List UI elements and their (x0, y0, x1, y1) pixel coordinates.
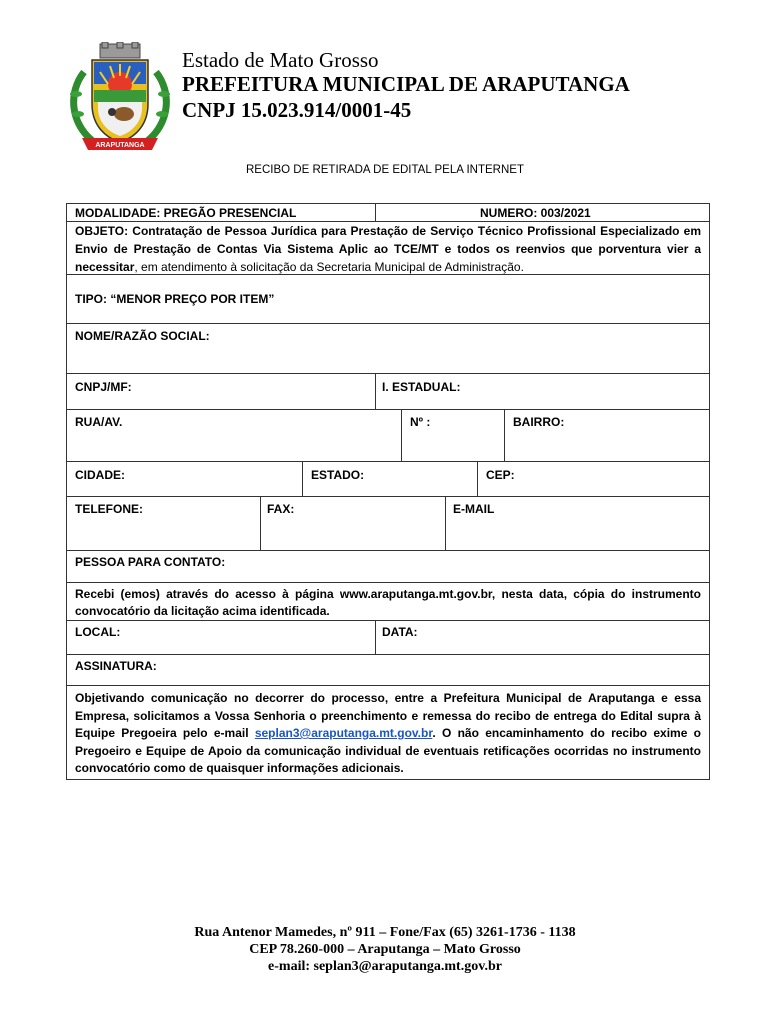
assinatura-field-label: ASSINATURA: (75, 659, 157, 673)
document-title: RECIBO DE RETIRADA DE EDITAL PELA INTERNET (246, 164, 524, 176)
cidade-field-label: CIDADE: (75, 468, 125, 482)
recebi-statement: Recebi (emos) através do acesso à página www.araputanga.mt.gov.br, nesta data, cópia do instrumento convocatório da licitação acima identificada. (75, 587, 701, 618)
objeto-text (75, 222, 701, 276)
fax-field-label: FAX: (267, 502, 295, 516)
notice-text-2: . O não encaminhamento do recibo exime o Pregoeiro e Equipe de Apoio da comunicação individual de eventuais retificações ocorridas no instrumento convocatório como de quaisquer informações adicionais. (75, 726, 702, 775)
footer-line-1: Rua Antenor Mamedes, nº 911 – Fone/Fax (65) 3261-1736 - 1138 (194, 925, 576, 940)
header-cnpj: CNPJ 15.023.914/0001-45 (182, 98, 412, 122)
nome-field-label: NOME/RAZÃO SOCIAL: (75, 329, 210, 343)
notice-email-link[interactable]: seplan3@araputanga.mt.gov.br (254, 726, 433, 740)
telefone-field-label: TELEFONE: (75, 502, 143, 516)
modalidade-label: MODALIDADE: PREGÃO PRESENCIAL (75, 206, 297, 220)
receipt-form (66, 203, 710, 780)
objeto-rest: , em atendimento à solicitação da Secretaria Municipal de Administração. (134, 260, 524, 274)
header-municipality: PREFEITURA MUNICIPAL DE ARAPUTANGA (182, 72, 630, 96)
cnpj-field-label: CNPJ/MF: (75, 380, 132, 394)
inscricao-estadual-label: I. ESTADUAL: (382, 380, 461, 394)
local-field-label: LOCAL: (75, 625, 121, 639)
notice-text-1: Objetivando comunicação no decorrer do processo, entre a Prefeitura Municipal de Araputanga e essa Empresa, solicitamos a Vossa Senhoria o preenchimento e remessa do recibo de entrega do Edital supra à Equipe Pregoeira pelo e-mail (75, 691, 701, 740)
bairro-field-label: BAIRRO: (513, 415, 565, 429)
crest-ribbon-text: ARAPUTANGA (95, 142, 145, 149)
objeto-bold: OBJETO: Contratação de Pessoa Jurídica para Prestação de Serviço Técnico Profissional Especializado em Envio de Prestação de Contas Via Sistema Aplic ao TCE/MT e todos os reenvios que porventura vier a necessitar (75, 224, 701, 274)
email-field-label: E-MAIL (453, 502, 495, 516)
data-field-label: DATA: (382, 625, 418, 639)
header-state: Estado de Mato Grosso (182, 48, 379, 72)
tipo-label: TIPO: “MENOR PREÇO POR ITEM” (75, 292, 275, 306)
cep-field-label: CEP: (486, 468, 515, 482)
estado-field-label: ESTADO: (311, 468, 365, 482)
footer-address (0, 924, 770, 975)
footer-line-2: CEP 78.260-000 – Araputanga – Mato Grosso (249, 942, 521, 957)
footer-line-3: e-mail: seplan3@araputanga.mt.gov.br (268, 959, 502, 974)
contato-field-label: PESSOA PARA CONTATO: (75, 555, 226, 569)
rua-field-label: RUA/AV. (75, 415, 123, 429)
coat-of-arms-logo (64, 42, 176, 154)
numero-label: NUMERO: 003/2021 (480, 206, 591, 220)
notice-paragraph (75, 690, 701, 778)
numero-endereco-label: Nº : (410, 415, 431, 429)
